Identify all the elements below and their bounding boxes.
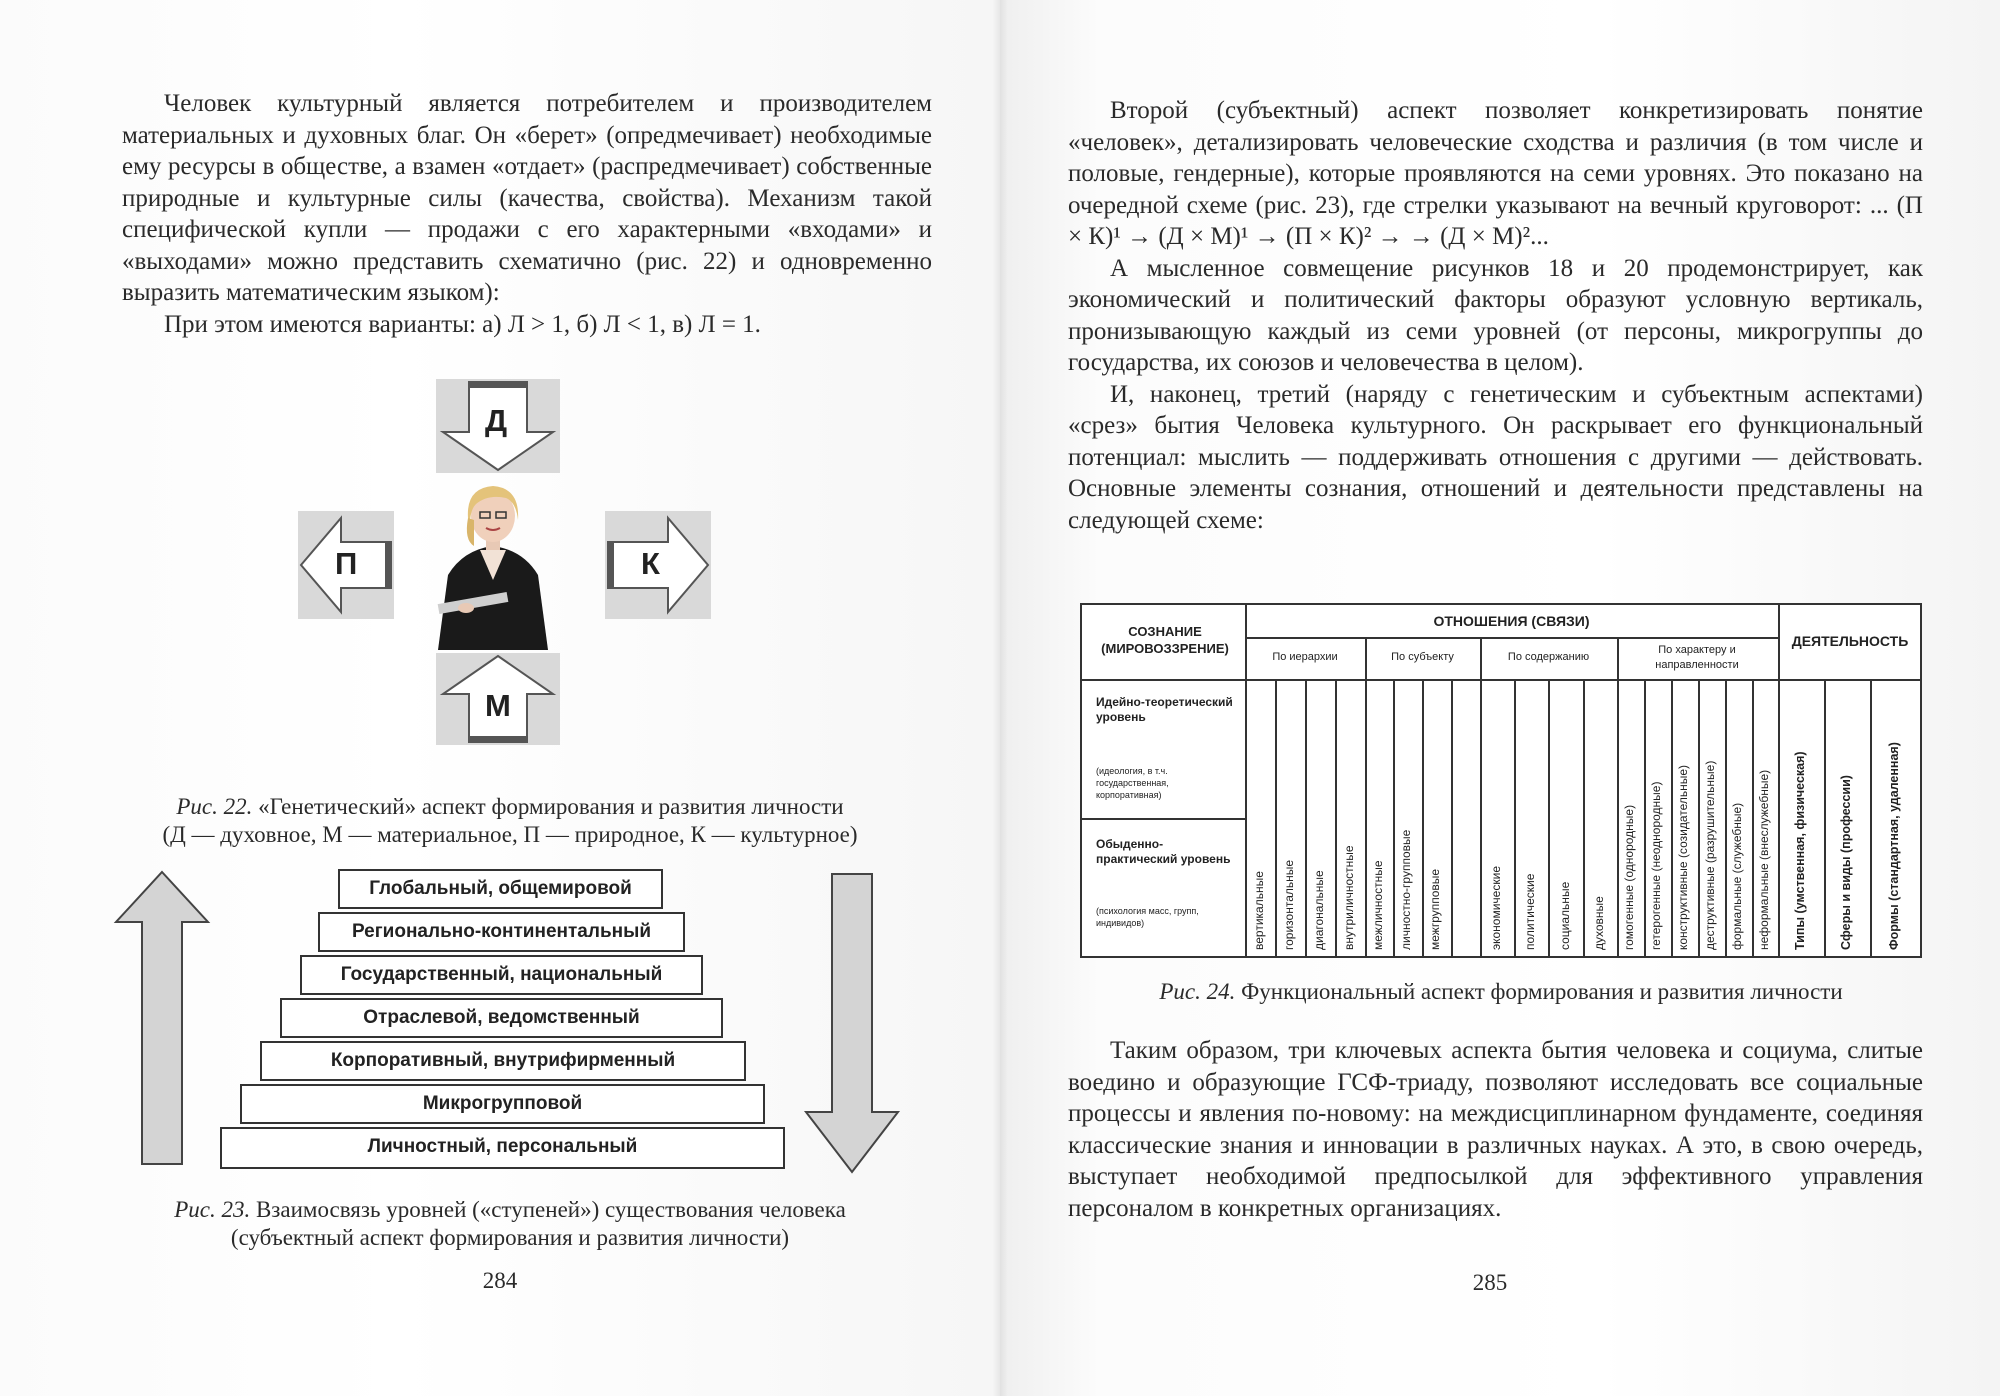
rel-col-5: межличностные xyxy=(1371,860,1385,950)
rel-col-15: деструктивные (разрушительные) xyxy=(1703,760,1717,950)
right-paragraph-3: И, наконец, третий (наряду с генетическим и субъектным аспектами) «срез» бытия Человека культурного. Он раскрывает его функциональный потенциал: мыслить — поддерживать отношения с другими — действовать. Основные элементы сознания, отношений и деятельности представлены на следующей схеме: xyxy=(1068,380,1923,534)
right-text-block-top xyxy=(1068,95,1923,536)
rel-col-9: политические xyxy=(1523,873,1537,950)
rel-col-8: экономические xyxy=(1489,866,1503,950)
fig22-legend: (Д — духовное, М — материальное, П — природное, К — культурное) xyxy=(162,822,858,847)
fig24-title: Функциональный аспект формирования и развития личности xyxy=(1241,979,1843,1004)
left-paragraph-1: Человек культурный является потребителем и производителем материальных и духовных благ. Он «берет» (опредмечивает) необходимые ему ресурсы в обществе, а взамен «отдает» (распредмечивает) собственные природные и культурные силы (качества, свойства). Механизм такой специфической купли — продажи с его характерными «входами» и «выходами» можно представить схематично (рис. 22) и одновременно выразить математическим языком): xyxy=(122,90,932,306)
rel-col-13: гетерогенные (неоднородные) xyxy=(1649,781,1663,950)
rel-col-17: неформальные (внеслужебные) xyxy=(1757,769,1771,950)
up-arrow xyxy=(112,868,212,1168)
left-text-block xyxy=(122,88,932,340)
level1-title: Идейно-теоретический уровень xyxy=(1096,695,1233,724)
fig22-title: «Генетический» аспект формирования и развития личности xyxy=(258,794,844,819)
right-paragraph-4: Таким образом, три ключевых аспекта бытия человека и социума, слитые воедино и образующие ГСФ-триаду, позволяют исследовать все социальные процессы и явления по-новому: на междисциплинарном фундаменте, соединяя классические знания и инновации в различных науках. А это, в свою очередь, выступает необходимой предпосылкой для эффективного управления персоналом в конкретных организациях. xyxy=(1068,1037,1923,1222)
fig23-label: Рис. 23. xyxy=(174,1197,251,1222)
rel-col-2: горизонтальные xyxy=(1282,859,1296,950)
letter-m: М xyxy=(485,688,511,723)
fig22-caption xyxy=(110,793,910,849)
rel-col-1: вертикальные xyxy=(1252,871,1266,950)
header-relations: ОТНОШЕНИЯ (СВЯЗИ) xyxy=(1433,613,1590,629)
act-col-2: Сферы и виды (профессии) xyxy=(1839,775,1853,950)
level1-note: (идеология, в т.ч. государственная, корпоративная) xyxy=(1096,766,1169,800)
step-corporate: Корпоративный, внутрифирменный xyxy=(260,1041,746,1081)
step-state: Государственный, национальный xyxy=(300,955,703,995)
down-arrow xyxy=(802,870,902,1176)
figure-24-table xyxy=(1080,603,1922,958)
book-gutter xyxy=(992,0,1008,1396)
page-number-left: 284 xyxy=(482,1268,518,1293)
step-personal: Личностный, персональный xyxy=(220,1127,785,1169)
level2-title: Обыденно-практический уровень xyxy=(1096,837,1231,866)
step-microgroup: Микрогрупповой xyxy=(240,1084,765,1124)
level2-note: (психология масс, групп, индивидов) xyxy=(1096,906,1199,928)
rel-col-12: гомогенные (однородные) xyxy=(1622,804,1636,950)
rel-col-10: социальные xyxy=(1558,881,1572,950)
header-consciousness: СОЗНАНИЕ (МИРОВОЗЗРЕНИЕ) xyxy=(1101,624,1229,656)
letter-k: К xyxy=(641,546,660,581)
rel-col-11: духовные xyxy=(1592,896,1606,950)
rel-col-14: конструктивные (созидательные) xyxy=(1676,764,1690,950)
step-regional: Регионально-континентальный xyxy=(318,912,685,952)
fig22-label: Рис. 22. xyxy=(176,794,253,819)
left-paragraph-2: При этом имеются варианты: а) Л > 1, б) Л < 1, в) Л = 1. xyxy=(164,310,761,338)
right-paragraph-1: Второй (субъектный) аспект позволяет конкретизировать понятие «человек», детализировать человеческие сходства и различия (в том числе и половые, гендерные), которые проявляются на семи уровнях. Это показано на очередной схеме (рис. 23), где стрелки указывают на вечный круговорот: ... (П × К)¹ → (Д × М)¹ → (П × К)² → → (Д × М)²... xyxy=(1068,97,1923,250)
group-content: По содержанию xyxy=(1507,651,1590,663)
page-number-right: 285 xyxy=(1472,1270,1508,1295)
woman-portrait xyxy=(418,480,568,650)
rel-col-3: диагональные xyxy=(1312,870,1326,950)
group-character: По характеру и направленности xyxy=(1655,644,1739,671)
act-col-3: Формы (стандартная, удаленная) xyxy=(1887,742,1901,950)
rel-col-4: внутриличностные xyxy=(1342,845,1356,950)
letter-d: Д xyxy=(485,403,508,438)
step-industry: Отраслевой, ведомственный xyxy=(280,998,723,1038)
header-activity: ДЕЯТЕЛЬНОСТЬ xyxy=(1791,633,1909,649)
act-col-1: Типы (умственная, физическая) xyxy=(1793,751,1807,950)
rel-col-16: формальные (служебные) xyxy=(1730,802,1744,950)
right-paragraph-2: А мысленное совмещение рисунков 18 и 20 продемонстрирует, как экономический и политический факторы образуют условную вертикаль, пронизывающую каждый из семи уровней (от персоны, микрогруппы до государства, их союзов и человечества в целом). xyxy=(1068,254,1923,376)
rel-col-6: личностно-групповые xyxy=(1399,829,1413,950)
group-subject: По субъекту xyxy=(1391,651,1454,663)
step-global: Глобальный, общемировой xyxy=(338,869,663,909)
fig24-label: Рис. 24. xyxy=(1159,979,1236,1004)
letter-p: П xyxy=(335,546,358,581)
fig23-title: Взаимосвязь уровней («ступеней») существования человека xyxy=(255,1197,846,1222)
fig23-caption xyxy=(110,1196,910,1252)
rel-col-7: межгрупповые xyxy=(1428,868,1442,950)
fig24-caption xyxy=(1080,978,1922,1006)
fig23-subtitle: (субъектный аспект формирования и развития личности) xyxy=(230,1225,790,1250)
right-text-block-bottom xyxy=(1068,1035,1923,1224)
group-hierarchy: По иерархии xyxy=(1272,651,1338,663)
